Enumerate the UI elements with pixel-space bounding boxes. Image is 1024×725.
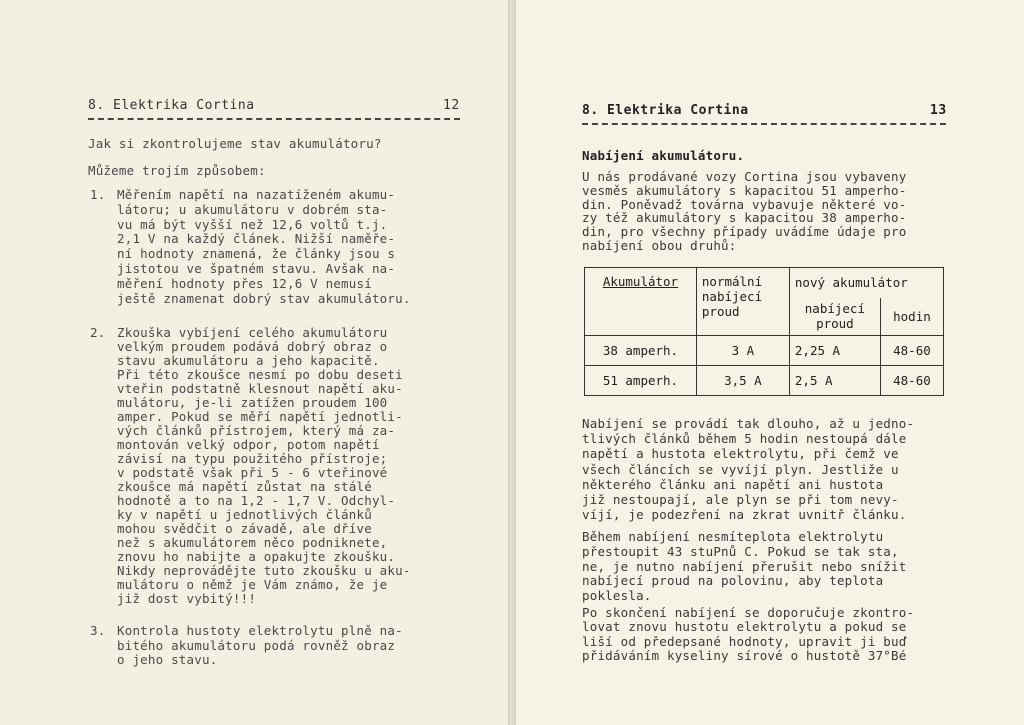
text-line: zy též akumulátory s kapacitou 38 amperho- xyxy=(582,210,907,226)
table-row xyxy=(585,366,944,396)
table-cell-hours: 48-60 xyxy=(880,366,943,396)
text-line: velkým proudem podává dobrý obraz o xyxy=(117,339,388,354)
text-line: Nabíjení se provádí tak dlouho, až u jedno- xyxy=(582,416,915,431)
left-question: Jak si zkontrolujeme stav akumulátoru? xyxy=(88,136,382,151)
table-header-accumulator: Akumulátor xyxy=(585,268,697,336)
table-header-normal-current: normální nabíjecí proud xyxy=(696,268,789,336)
left-page-number: 12 xyxy=(443,98,460,113)
text-line: mulátoru, je-li zatížen proudem 100 xyxy=(117,395,388,410)
text-line: vu má být vyšší než 12,6 voltů t.j. xyxy=(117,216,388,232)
left-page xyxy=(0,0,508,725)
text-line: Nikdy neprovádějte tuto zkoušku u aku- xyxy=(117,563,411,578)
text-line: všech článcích se vyvíjí plyn. Jestliže u xyxy=(582,461,899,477)
text-line: Kontrola hustoty elektrolytu plně na- xyxy=(117,623,403,638)
table-cell-accumulator: 38 amperh. xyxy=(585,336,697,366)
text-line: hodnotě a to na 1,2 - 1,7 V. Odchyl- xyxy=(117,493,396,508)
table-row xyxy=(585,336,944,366)
text-line: měření hodnoty přes 12,6 V nemusí xyxy=(117,275,372,291)
text-line: Při této zkoušce nesmí po dobu deseti xyxy=(117,367,403,382)
item-3-number: 3. xyxy=(90,623,106,638)
text-line: vých článků přístrojem, který má za- xyxy=(117,423,396,438)
text-line: o jeho stavu. xyxy=(117,652,218,668)
charging-table xyxy=(584,267,944,396)
table-cell-new-current: 2,5 A xyxy=(789,366,880,396)
text-line: tlivých článků během 5 hodin nestoupá dále xyxy=(582,431,907,447)
text-line: mulátoru o němž je Vám známo, že je xyxy=(117,577,388,592)
text-line: Měřením napětí na nazatíženém akumu- xyxy=(117,187,396,202)
right-header-title: 8. Elektrika Cortina xyxy=(582,103,749,118)
table-header-new-current: nabíjecí proud xyxy=(789,298,880,336)
text-line: din. Poněvadž továrna vybavuje některé vo- xyxy=(582,196,907,212)
text-line: ní hodnoty znamená, že články jsou s xyxy=(117,246,396,262)
text-line: v podstatě však při 5 - 6 vteřinové xyxy=(117,465,388,480)
text-line: amper. Pokud se měří napětí jednotli- xyxy=(117,409,403,424)
text-line: přidáváním kyseliny sírové o hustotě 37°Bé xyxy=(582,648,907,664)
text-line: 2,1 V na každý článek. Nižší naměře- xyxy=(117,231,396,247)
text-line: závisí na typu použitého přístroje; xyxy=(117,451,388,466)
text-line: din, pro všechny případy uvádíme údaje pro xyxy=(582,224,907,240)
left-header-title: 8. Elektrika Cortina xyxy=(88,98,255,113)
text-line: U nás prodávané vozy Cortina jsou vybaveny xyxy=(582,169,907,184)
right-header-rule xyxy=(582,123,946,125)
text-line: látoru; u akumulátoru v dobrém sta- xyxy=(117,201,388,217)
text-line: některého článku ani napětí ani hustota xyxy=(582,476,884,492)
text-line: bitého akumulátoru podá rovněž obraz xyxy=(117,637,396,653)
text-line: ky v napětí u jednotlivých článků xyxy=(117,507,372,522)
text-line: již dost vybitý!!! xyxy=(117,591,257,606)
text-line: zkoušce má napětí zůstat na stálé xyxy=(117,479,372,494)
text-line: vteřin podstatně klesnout napětí aku- xyxy=(117,381,403,396)
table-cell-hours: 48-60 xyxy=(880,336,943,366)
text-line: vesměs akumulátory s kapacitou 51 amperho- xyxy=(582,182,907,198)
table-cell-normal-current: 3,5 A xyxy=(696,366,789,396)
text-line: přestoupit 43 stuPnů C. Pokud se tak sta, xyxy=(582,543,899,559)
text-line: Po skončení nabíjení se doporučuje zkontro- xyxy=(582,605,915,620)
text-line: poklesla. xyxy=(582,588,652,604)
text-line: nabíjecí proud na polovinu, aby teplota xyxy=(582,573,884,589)
right-page-number: 13 xyxy=(930,103,947,118)
text-line: stavu akumulátoru a jeho kapacitě. xyxy=(117,353,380,368)
text-line: montován velký odpor, potom napětí xyxy=(117,437,380,452)
text-line: mohou svědčit o závadě, ale dříve xyxy=(117,521,372,536)
text-line: Zkouška vybíjení celého akumulátoru xyxy=(117,325,388,340)
text-line: liší od předepsané hodnoty, upravit ji buď xyxy=(582,633,907,649)
table-cell-accumulator: 51 amperh. xyxy=(585,366,697,396)
table-header-hours: hodin xyxy=(880,298,943,336)
text-line: znovu ho nabijte a opakujte zkoušku. xyxy=(117,549,396,564)
book-gutter xyxy=(508,0,516,725)
section-title: Nabíjení akumulátoru. xyxy=(582,148,745,163)
item-2-number: 2. xyxy=(90,325,106,340)
text-line: ne, je nutno nabíjení přerušit nebo snížit xyxy=(582,558,907,574)
text-line: Během nabíjení nesmíteplota elektrolytu xyxy=(582,529,884,544)
text-line: ještě znamenat dobrý stav akumulátoru. xyxy=(117,290,411,306)
text-line: již nestoupají, ale plyn se při tom nevy- xyxy=(582,492,899,507)
left-header-rule xyxy=(88,118,460,120)
left-intro: Můžeme trojím způsobem: xyxy=(88,163,266,178)
text-line: lovat znovu hustotu elektrolytu a pokud se xyxy=(582,619,907,635)
table-cell-new-current: 2,25 A xyxy=(789,336,880,366)
text-line: než s akumulátorem něco podniknete, xyxy=(117,535,388,550)
text-line: napětí a hustota elektrolytu, při čemž ve xyxy=(582,446,899,462)
text-line: víjí, je podezření na zkrat uvnitř článku. xyxy=(582,507,907,523)
text-line: nabíjení obou druhů: xyxy=(582,238,737,253)
text-line: jistotou ve špatném stavu. Avšak na- xyxy=(117,261,396,276)
table-cell-normal-current: 3 A xyxy=(696,336,789,366)
table-header-new-accumulator: nový akumulátor xyxy=(789,268,943,298)
item-1-number: 1. xyxy=(90,187,106,202)
